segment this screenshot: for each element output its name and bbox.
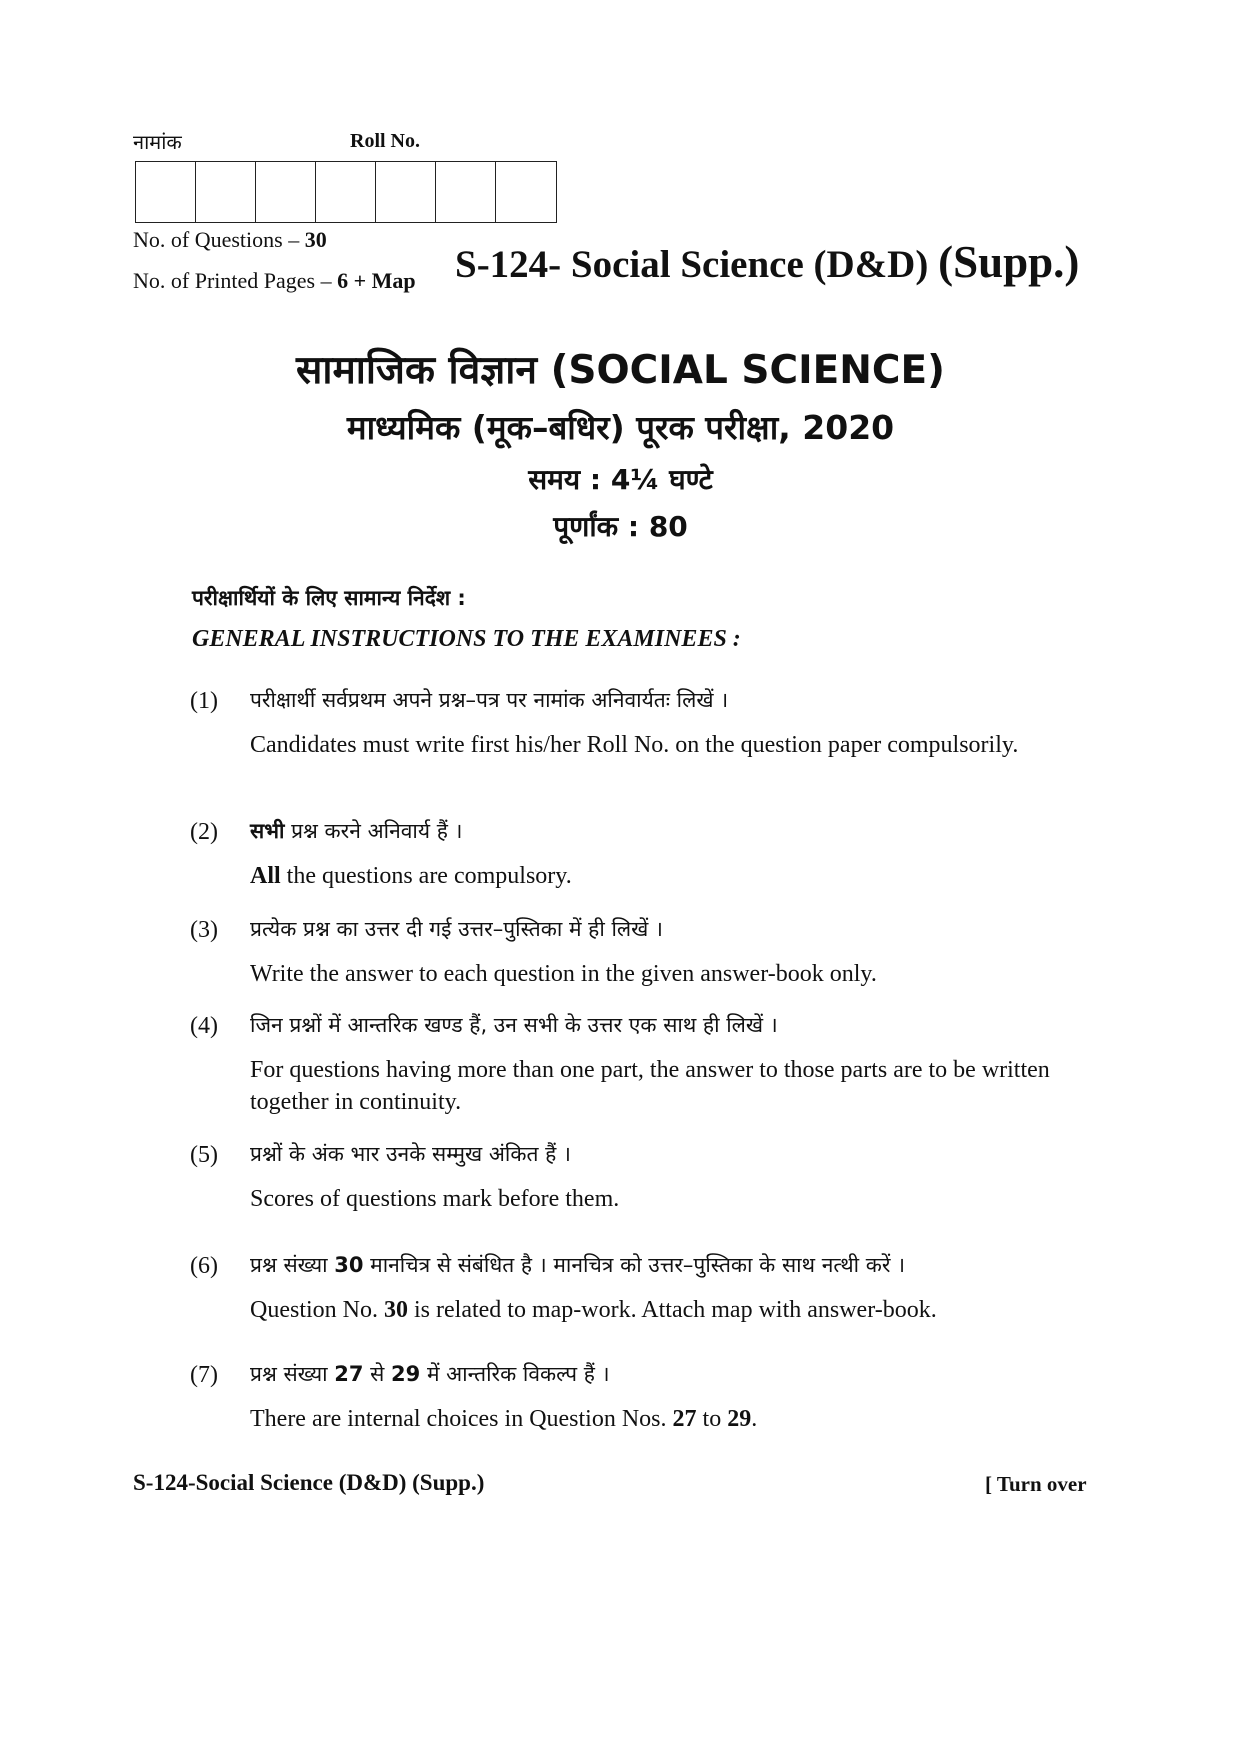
question-number: 30: [384, 1297, 408, 1323]
number-of-printed-pages: [133, 268, 416, 294]
instruction-text: [250, 1294, 1090, 1326]
instruction-text-hindi: जिन प्रश्नों में आन्तरिक खण्ड हैं, उन सभी के उत्तर एक साथ ही लिखें ।: [250, 1013, 778, 1037]
roll-number-label-hindi: नामांक: [133, 130, 182, 154]
instruction-number: (7): [190, 1362, 218, 1388]
roll-number-box[interactable]: [496, 162, 556, 222]
pages-label: No. of Printed Pages –: [133, 268, 338, 293]
text: प्रश्न संख्या: [250, 1362, 335, 1386]
instructions-heading-hindi: परीक्षार्थियों के लिए सामान्य निर्देश :: [192, 586, 466, 610]
maximum-marks: [80, 507, 1161, 545]
emphasis: All: [250, 863, 281, 889]
time-label: समय :: [528, 463, 611, 496]
instruction-text: Candidates must write first his/her Roll No. on the question paper compulsorily.: [250, 732, 1019, 758]
time-value: 4¼ घण्टे: [610, 463, 713, 496]
roll-number-box[interactable]: [256, 162, 316, 222]
instruction-text-hindi: परीक्षार्थी सर्वप्रथम अपने प्रश्न–पत्र पर नामांक अनिवार्यतः लिखें ।: [250, 688, 729, 712]
exam-name: माध्यमिक (मूक–बधिर) पूरक परीक्षा, 2020: [346, 408, 895, 447]
instruction-number: (2): [190, 819, 218, 845]
instruction-number: (5): [190, 1142, 218, 1168]
marks-value: 80: [648, 510, 688, 543]
roll-number-label: Roll No.: [350, 130, 420, 152]
instruction-text-hindi: प्रत्येक प्रश्न का उत्तर दी गई उत्तर–पुस्तिका में ही लिखें ।: [250, 917, 663, 941]
roll-number-box[interactable]: [436, 162, 496, 222]
questions-label: No. of Questions –: [133, 227, 305, 252]
emphasis: सभी: [250, 819, 285, 843]
roll-number-box[interactable]: [376, 162, 436, 222]
text: .: [751, 1406, 758, 1432]
instruction-text-hindi: [250, 1251, 905, 1279]
text: There are internal choices in Question Nos.: [250, 1406, 673, 1432]
time-allowed: [80, 460, 1161, 498]
roll-number-box[interactable]: [136, 162, 196, 222]
pages-value: 6 + Map: [337, 268, 416, 293]
instruction-text-hindi: [250, 1360, 610, 1388]
text: is related to map-work. Attach map with answer-book.: [408, 1297, 937, 1323]
question-number: 29: [391, 1362, 421, 1386]
instruction-number: (6): [190, 1253, 218, 1279]
instructions-heading: GENERAL INSTRUCTIONS TO THE EXAMINEES :: [192, 626, 741, 652]
instruction-text: [250, 860, 1090, 892]
instruction-text: Scores of questions mark before them.: [250, 1186, 620, 1212]
instruction-number: (4): [190, 1013, 218, 1039]
roll-number-box[interactable]: [196, 162, 256, 222]
text: में आन्तरिक विकल्प हैं ।: [420, 1362, 610, 1386]
instruction-number: (3): [190, 917, 218, 943]
instruction-text: [250, 1403, 1090, 1435]
question-number: 27: [334, 1362, 364, 1386]
instruction-text: For questions having more than one part, the answer to those parts are to be written together in continuity.: [250, 1057, 1050, 1115]
marks-label: पूर्णांक :: [553, 510, 649, 543]
text: प्रश्न करने अनिवार्य हैं ।: [284, 819, 463, 843]
roll-number-box[interactable]: [316, 162, 376, 222]
instruction-text: Write the answer to each question in the given answer-book only.: [250, 961, 877, 987]
number-of-questions: [133, 227, 327, 253]
instruction-number: (1): [190, 688, 218, 714]
questions-value: 30: [304, 227, 327, 252]
text: मानचित्र से संबंधित है । मानचित्र को उत्तर–पुस्तिका के साथ नत्थी करें ।: [363, 1253, 906, 1277]
text: to: [696, 1406, 728, 1432]
footer-paper-code: S-124-Social Science (D&D) (Supp.): [133, 1470, 485, 1495]
instruction-text-hindi: प्रश्नों के अंक भार उनके सम्मुख अंकित हैं ।: [250, 1142, 571, 1166]
paper-code-supp: (Supp.): [938, 237, 1080, 287]
text: से: [363, 1362, 392, 1386]
text: प्रश्न संख्या: [250, 1253, 335, 1277]
paper-code-text: S-124- Social Science (D&D): [455, 243, 939, 286]
text: the questions are compulsory.: [280, 863, 572, 889]
turn-over-note: [ Turn over: [985, 1472, 1087, 1496]
question-number: 27: [672, 1406, 697, 1432]
question-number: 29: [727, 1406, 752, 1432]
roll-number-boxes: [135, 161, 557, 223]
subject-title: सामाजिक विज्ञान (SOCIAL SCIENCE): [296, 348, 945, 393]
instruction-text-hindi: [250, 817, 463, 845]
paper-code: [455, 236, 1079, 288]
question-number: 30: [334, 1253, 364, 1277]
text: Question No.: [250, 1297, 384, 1323]
